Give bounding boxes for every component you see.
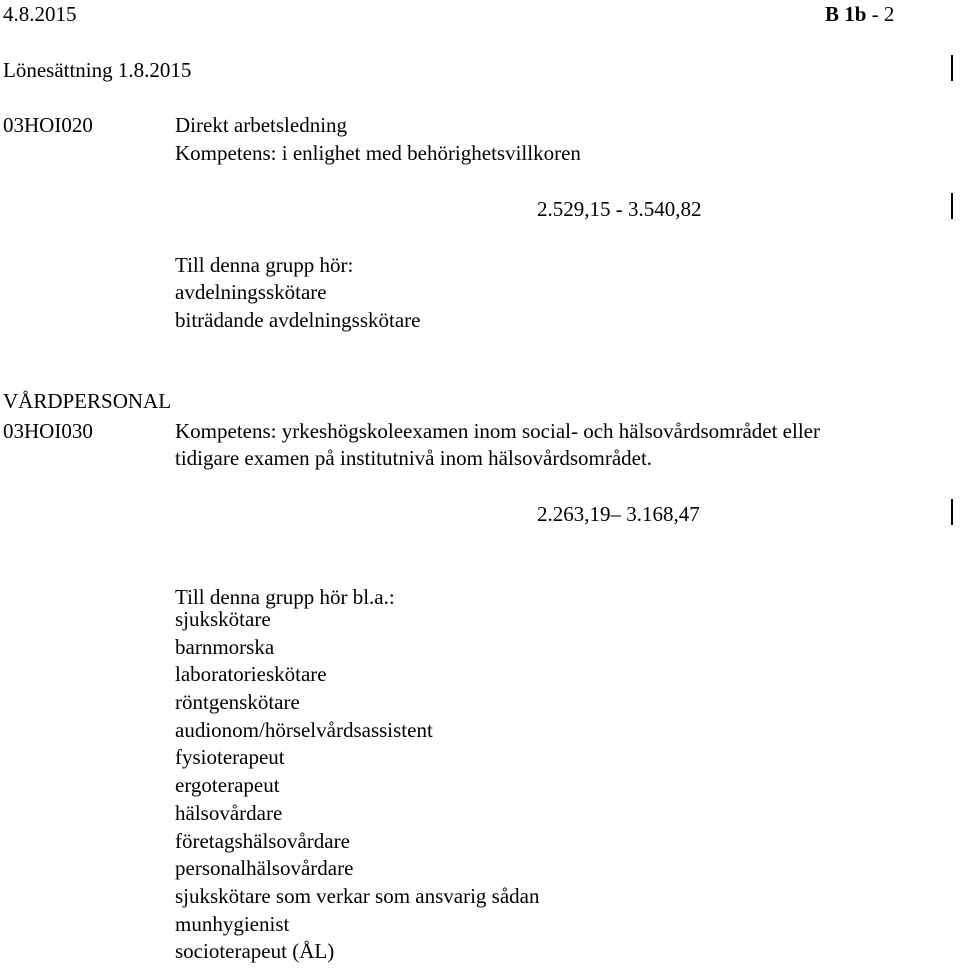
group-description-line: Direkt arbetsledning <box>175 113 348 137</box>
member-item: audionom/hörselvårdsassistent <box>175 717 433 742</box>
member-item: fysioterapeut <box>175 745 285 770</box>
salary-range: 2.529,15 - 3.540,82 <box>537 197 702 221</box>
member-item: ergoterapeut <box>175 773 280 798</box>
group-description-line: Kompetens: yrkeshögskoleexamen inom social- och hälsovårdsområdet eller <box>175 419 820 443</box>
member-item: laboratorieskötare <box>175 662 327 687</box>
member-item: barnmorska <box>175 634 275 659</box>
members-heading: Till denna grupp hör bl.a.: <box>175 585 395 609</box>
group-code: 03HOI030 <box>3 419 93 443</box>
member-item: röntgenskötare <box>175 690 300 715</box>
change-bar <box>951 55 953 81</box>
member-item: biträdande avdelningsskötare <box>175 308 421 332</box>
members-heading: Till denna grupp hör: <box>175 253 354 277</box>
member-item: socioterapeut (ÅL) <box>175 939 335 964</box>
page-label-rest: - 2 <box>866 2 895 26</box>
members-list <box>175 606 540 966</box>
section-heading: VÅRDPERSONAL <box>3 389 172 413</box>
group-code: 03HOI020 <box>3 113 93 137</box>
member-item: personalhälsovårdare <box>175 856 354 881</box>
change-bar <box>951 193 953 219</box>
group-description-line: Kompetens: i enlighet med behörighetsvillkoren <box>175 141 581 165</box>
document-date: 4.8.2015 <box>3 2 77 26</box>
page-label-bold: B 1b <box>825 2 867 26</box>
member-item: hälsovårdare <box>175 800 283 825</box>
member-item: avdelningsskötare <box>175 280 327 304</box>
salary-range: 2.263,19– 3.168,47 <box>537 502 700 526</box>
member-item: munhygienist <box>175 911 290 936</box>
page-label <box>825 4 894 25</box>
member-item: sjukskötare som verkar som ansvarig sådan <box>175 883 540 908</box>
document-subtitle: Lönesättning 1.8.2015 <box>3 58 192 82</box>
member-item: företagshälsovårdare <box>175 828 350 853</box>
member-item: sjukskötare <box>175 607 271 631</box>
group-description-line: tidigare examen på institutnivå inom hälsovårdsområdet. <box>175 446 653 470</box>
change-bar <box>951 499 953 525</box>
